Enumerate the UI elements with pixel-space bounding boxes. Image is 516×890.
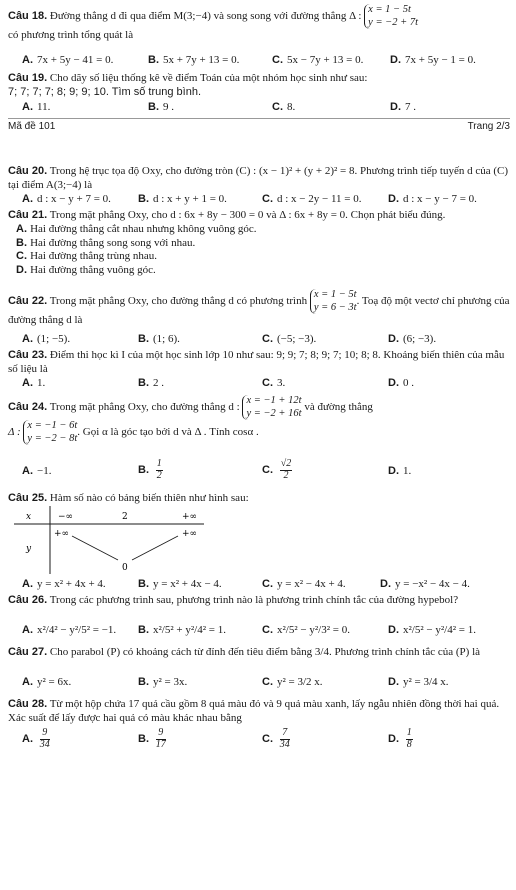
data-series: 7; 7; 7; 7; 8; 9; 9; 10. Tìm số trung bình. xyxy=(8,85,202,98)
question-26 xyxy=(8,594,510,608)
question-label: Câu 24. xyxy=(8,401,48,414)
question-text: Cho parabol (P) có khoảng cách từ đỉnh đến tiêu điểm bằng 3/4. Phương trình chính tắc của (P) là xyxy=(49,646,481,658)
system-line: y = 6 − 3t xyxy=(313,301,357,313)
y-value: +∞ xyxy=(182,529,198,539)
option-a[interactable]: A. y² = 6x. xyxy=(22,676,72,688)
options-27 xyxy=(8,676,510,690)
option-b[interactable]: B. Hai đường thẳng song song với nhau. xyxy=(16,236,196,249)
option-a[interactable]: A. x²/4² − y²/5² = −1. xyxy=(22,624,117,636)
option-a[interactable]: A. 11. xyxy=(22,101,51,113)
option-d[interactable]: D. y = −x² − 4x − 4. xyxy=(380,578,470,590)
option-c[interactable]: C. y² = 3/2 x. xyxy=(262,676,323,688)
option-d[interactable]: D. Hai đường thẳng vuông góc. xyxy=(16,264,156,276)
question-text: Hàm số nào có bảng biến thiên như hình sau: xyxy=(49,492,249,504)
option-b[interactable]: B. x²/5² + y²/4² = 1. xyxy=(138,624,226,636)
option-c[interactable]: C. $\frac{√2}{2}$ xyxy=(262,458,292,481)
system-line: y = −2 + 16t xyxy=(246,407,302,419)
option-b[interactable]: B. y = x² + 4x − 4. xyxy=(138,578,222,590)
option-d[interactable]: D. (6; −3). xyxy=(388,333,437,345)
x-value: +∞ xyxy=(182,512,198,522)
increasing-arrow xyxy=(132,536,178,560)
option-a[interactable]: A. d : x − y + 7 = 0. xyxy=(22,193,111,205)
option-c[interactable]: C. $\frac{7}{34}$ xyxy=(262,727,290,750)
system-line: x = 1 − 5t xyxy=(368,4,411,15)
table-y-label: y xyxy=(26,544,32,554)
option-c[interactable]: C. y = x² − 4x + 4. xyxy=(262,578,346,590)
options-20 xyxy=(8,193,510,207)
option-c[interactable]: C. 3. xyxy=(262,377,286,389)
option-c[interactable]: C. 8. xyxy=(272,101,296,113)
option-b[interactable]: B. 9 . xyxy=(148,101,174,113)
options-23 xyxy=(8,377,510,391)
question-text: Trong mặt phẳng Oxy, cho d : 6x + 8y − 300 = 0 và Δ : 6x + 8y = 0. Chọn phát biểu đúng. xyxy=(49,209,446,221)
system-line: x = −1 − 6t xyxy=(27,420,78,432)
option-d[interactable]: D. 0 . xyxy=(388,377,414,389)
option-a[interactable]: A. 7x + 5y − 41 = 0. xyxy=(22,54,114,66)
parametric-system xyxy=(364,4,418,29)
question-label: Câu 20. xyxy=(8,165,48,177)
option-b[interactable]: B. $\frac{9}{17}$ xyxy=(138,727,166,750)
option-c[interactable]: C. x²/5² − y²/3² = 0. xyxy=(262,624,350,636)
question-24: Câu 24. Trong mặt phẳng Oxy, cho đường thẳng d : x = −1 + 12t y = −2 + 16t và đường thẳng Δ : x = −1 − 6t y = −2 − 8t. Gọi α là góc tạo bởi d và Δ . Tính cosα . xyxy=(8,395,373,444)
question-text: Từ một hộp chứa 17 quả cầu gồm 8 quả màu đỏ và 9 quả màu xanh, lấy ngẫu nhiên đồng thời hai quả. Xác suất để lấy được hai quả có màu khác nhau bằng xyxy=(8,698,500,724)
question-19 xyxy=(8,72,510,100)
table-x-label: x xyxy=(26,512,32,522)
option-b[interactable]: B. (1; 6). xyxy=(138,333,180,345)
options-22 xyxy=(8,333,510,347)
question-label: Câu 27. xyxy=(8,646,48,658)
option-b[interactable]: B. d : x + y + 1 = 0. xyxy=(138,193,227,205)
question-text: Trong hệ trục tọa độ Oxy, cho đường tròn (C) : (x − 1)² + (y + 2)² = 8. Phương trình tiếp tuyến d của (C) tại điểm A(3;−4) là xyxy=(8,165,509,191)
decreasing-arrow xyxy=(72,536,118,560)
option-c[interactable]: C. (−5; −3). xyxy=(262,333,317,345)
page-footer xyxy=(8,121,510,135)
question-28 xyxy=(8,698,510,726)
question-text: Đường thẳng d đi qua điểm M(3;−4) và song song với đường thẳng Δ : xyxy=(49,10,362,23)
question-text-cont: có phương trình tổng quát là xyxy=(8,29,134,42)
options-28 xyxy=(8,728,510,754)
question-label: Câu 21. xyxy=(8,209,48,221)
variation-table xyxy=(14,506,204,574)
question-27 xyxy=(8,646,510,660)
question-21 xyxy=(8,209,510,278)
system-line: y = −2 − 8t xyxy=(27,432,78,444)
parametric-system xyxy=(310,289,357,314)
option-c[interactable]: C. d : x − 2y − 11 = 0. xyxy=(262,193,362,205)
x-value: 2 xyxy=(122,512,128,522)
y-value: +∞ xyxy=(54,529,70,539)
page-number: Trang 2/3 xyxy=(467,121,510,132)
option-c[interactable]: C. 5x − 7y + 13 = 0. xyxy=(272,54,364,66)
y-value: 0 xyxy=(122,563,128,573)
options-26 xyxy=(8,624,510,638)
question-label: Câu 28. xyxy=(8,698,48,710)
option-b[interactable]: B. y² = 3x. xyxy=(138,676,188,688)
question-label: Câu 25. xyxy=(8,492,48,504)
options-24 xyxy=(8,459,510,485)
system-line: y = −2 + 7t xyxy=(368,16,419,28)
question-text: Trong mặt phẳng Oxy, cho đường thẳng d có phương trình xyxy=(49,295,308,308)
question-text-cont: và đường thẳng xyxy=(304,401,373,414)
option-d[interactable]: D. 7x + 5y − 1 = 0. xyxy=(390,54,476,66)
options-25 xyxy=(8,578,510,592)
option-a[interactable]: A. −1. xyxy=(22,465,52,477)
option-d[interactable]: D. y² = 3/4 x. xyxy=(388,676,449,688)
page-bottom-cont xyxy=(0,492,516,890)
question-label: Câu 19. xyxy=(8,72,48,84)
question-text: Cho dãy số liệu thống kê về điểm Toán của một nhóm học sinh như sau: xyxy=(49,72,368,84)
option-a[interactable]: A. 1. xyxy=(22,377,46,389)
options-18 xyxy=(8,54,510,68)
question-text-cont: . Toạ độ một vectơ chỉ phương của đường thẳng d là xyxy=(8,295,510,327)
option-d[interactable]: D. x²/5² − y²/4² = 1. xyxy=(388,624,476,636)
footer-divider xyxy=(8,118,510,119)
option-d[interactable]: D. d : x − y − 7 = 0. xyxy=(388,193,477,205)
option-a[interactable]: A. Hai đường thẳng cắt nhau nhưng không vuông góc. xyxy=(16,222,257,235)
option-c[interactable]: C. Hai đường thẳng trùng nhau. xyxy=(16,250,158,263)
option-a[interactable]: A. y = x² + 4x + 4. xyxy=(22,578,106,590)
question-label: Câu 18. xyxy=(8,10,48,23)
system-line: x = −1 + 12t xyxy=(246,395,302,406)
option-d[interactable]: D. 1. xyxy=(388,465,412,477)
option-d[interactable]: D. $\frac{1}{8}$ xyxy=(388,727,412,750)
question-label: Câu 22. xyxy=(8,295,48,308)
x-value: −∞ xyxy=(58,512,74,522)
parametric-system xyxy=(23,420,77,445)
exam-code: Mã đề 101 xyxy=(8,121,56,132)
option-d[interactable]: D. 7 . xyxy=(390,101,416,113)
options-19 xyxy=(8,101,510,115)
question-label: Câu 23. xyxy=(8,349,48,361)
question-22 xyxy=(8,289,510,328)
question-label: Câu 26. xyxy=(8,594,48,606)
question-text-cont: . Gọi α là góc tạo bởi d và Δ . Tính cosα . xyxy=(77,426,259,439)
question-18 xyxy=(8,4,510,43)
question-25 xyxy=(8,492,510,506)
option-a[interactable]: A. (1; −5). xyxy=(22,333,71,345)
parametric-system xyxy=(242,395,301,420)
system-line: x = 1 − 5t xyxy=(313,289,357,300)
question-text: Trong mặt phẳng Oxy, cho đường thẳng d : xyxy=(49,401,240,414)
option-a[interactable]: A. $\frac{9}{34}$ xyxy=(22,727,50,750)
question-text: Điểm thi học kì I của một học sinh lớp 10 như sau: 9; 9; 7; 8; 9; 7; 10; 8; 8. Khoảng biến thiên của mẫu số liệu là xyxy=(8,349,505,375)
question-text: Trong các phương trình sau, phương trình nào là phương trình chính tắc của đường hypebol? xyxy=(49,594,459,606)
option-b[interactable]: B. $\frac{1}{2}$ xyxy=(138,458,162,481)
question-23 xyxy=(8,349,510,377)
option-b[interactable]: B. 2 . xyxy=(138,377,164,389)
question-20 xyxy=(8,165,510,193)
option-b[interactable]: B. 5x + 7y + 13 = 0. xyxy=(148,54,240,66)
